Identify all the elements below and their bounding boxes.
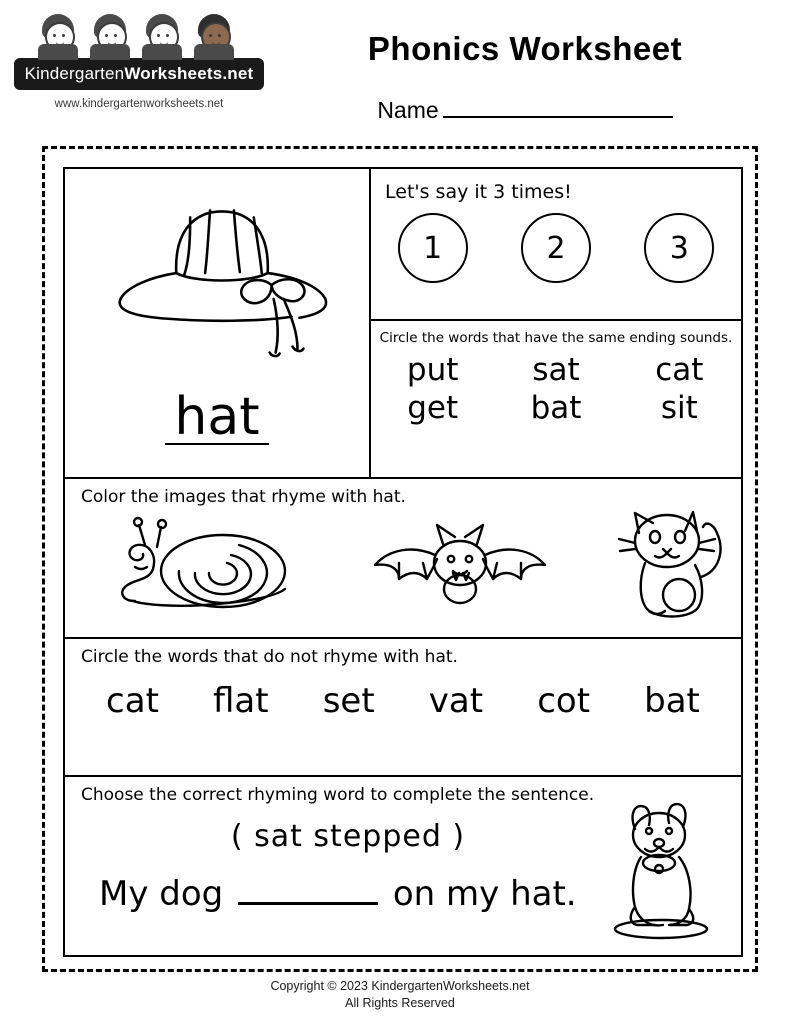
not-rhyme-word[interactable]: flat — [213, 681, 269, 721]
not-rhyme-word[interactable]: cat — [106, 681, 159, 721]
kid-figure-4 — [192, 14, 236, 60]
sentence-text-before: My dog — [99, 874, 224, 914]
circle-not-rhyme-instruction: Circle the words that do not rhyme with hat. — [81, 647, 458, 667]
say-count-2[interactable]: 2 — [521, 213, 591, 283]
dog-illustration — [591, 795, 731, 945]
sentence-answer-blank[interactable] — [238, 880, 378, 905]
ending-word[interactable]: put — [406, 352, 459, 388]
ending-word[interactable]: bat — [530, 390, 582, 426]
ending-sounds-words — [371, 352, 741, 426]
say-count-3[interactable]: 3 — [644, 213, 714, 283]
cat-illustration[interactable] — [605, 507, 735, 623]
color-rhyme-images — [65, 507, 741, 625]
not-rhyme-word[interactable]: cot — [537, 681, 591, 721]
sentence-instruction: Choose the correct rhyming word to complete the sentence. — [81, 785, 595, 805]
section-word-and-sounds — [65, 169, 741, 479]
rights-text: All Rights Reserved — [345, 996, 455, 1010]
name-input-line[interactable] — [443, 96, 673, 118]
main-word-cell — [65, 169, 371, 477]
sentence-choices[interactable]: ( sat stepped ) — [230, 819, 466, 854]
kid-figure-3 — [140, 14, 184, 60]
main-word-text: hat — [174, 387, 260, 447]
site-url: www.kindergartenworksheets.net — [54, 98, 224, 110]
page-title: Phonics Worksheet — [367, 30, 683, 67]
sentence-text-after: on my hat. — [392, 874, 577, 914]
kid-figure-2 — [88, 14, 132, 60]
hat-illustration — [65, 177, 369, 387]
site-logo[interactable] — [14, 10, 264, 110]
not-rhyme-word[interactable]: vat — [428, 681, 484, 721]
worksheet-dashed-border — [42, 146, 758, 972]
section-circle-not-rhyme — [65, 639, 741, 777]
logo-text-secondary: Worksheets.net — [124, 64, 254, 83]
main-word — [65, 387, 369, 445]
worksheet-body — [63, 167, 743, 957]
page-footer — [0, 978, 800, 1012]
say-count-1[interactable]: 1 — [398, 213, 468, 283]
kids-illustration — [36, 10, 264, 58]
section-color-rhyme — [65, 479, 741, 639]
ending-word[interactable]: sit — [660, 390, 698, 426]
not-rhyme-word[interactable]: bat — [644, 681, 700, 721]
say-it-instruction: Let's say it 3 times! — [385, 181, 572, 203]
ending-word[interactable]: sat — [532, 352, 580, 388]
ending-word[interactable]: get — [407, 390, 459, 426]
snail-illustration[interactable] — [105, 509, 305, 621]
circle-not-rhyme-words — [65, 681, 741, 721]
name-field-row — [280, 96, 770, 124]
bat-illustration[interactable] — [365, 519, 555, 617]
say-it-section — [371, 169, 741, 321]
name-label: Name — [377, 97, 439, 123]
copyright-text: Copyright © 2023 KindergartenWorksheets.net — [270, 979, 530, 993]
color-rhyme-instruction: Color the images that rhyme with hat. — [81, 487, 406, 507]
say-it-circles — [371, 213, 741, 283]
not-rhyme-word[interactable]: set — [322, 681, 375, 721]
kid-figure-1 — [36, 14, 80, 60]
logo-text-primary: Kindergarten — [24, 64, 125, 83]
logo-banner[interactable] — [14, 58, 264, 90]
ending-sounds-section — [371, 321, 741, 477]
ending-word[interactable]: cat — [655, 352, 704, 388]
ending-sounds-instruction: Circle the words that have the same ending sounds. — [379, 330, 733, 346]
page-header — [0, 0, 800, 140]
section-sentence — [65, 777, 741, 955]
